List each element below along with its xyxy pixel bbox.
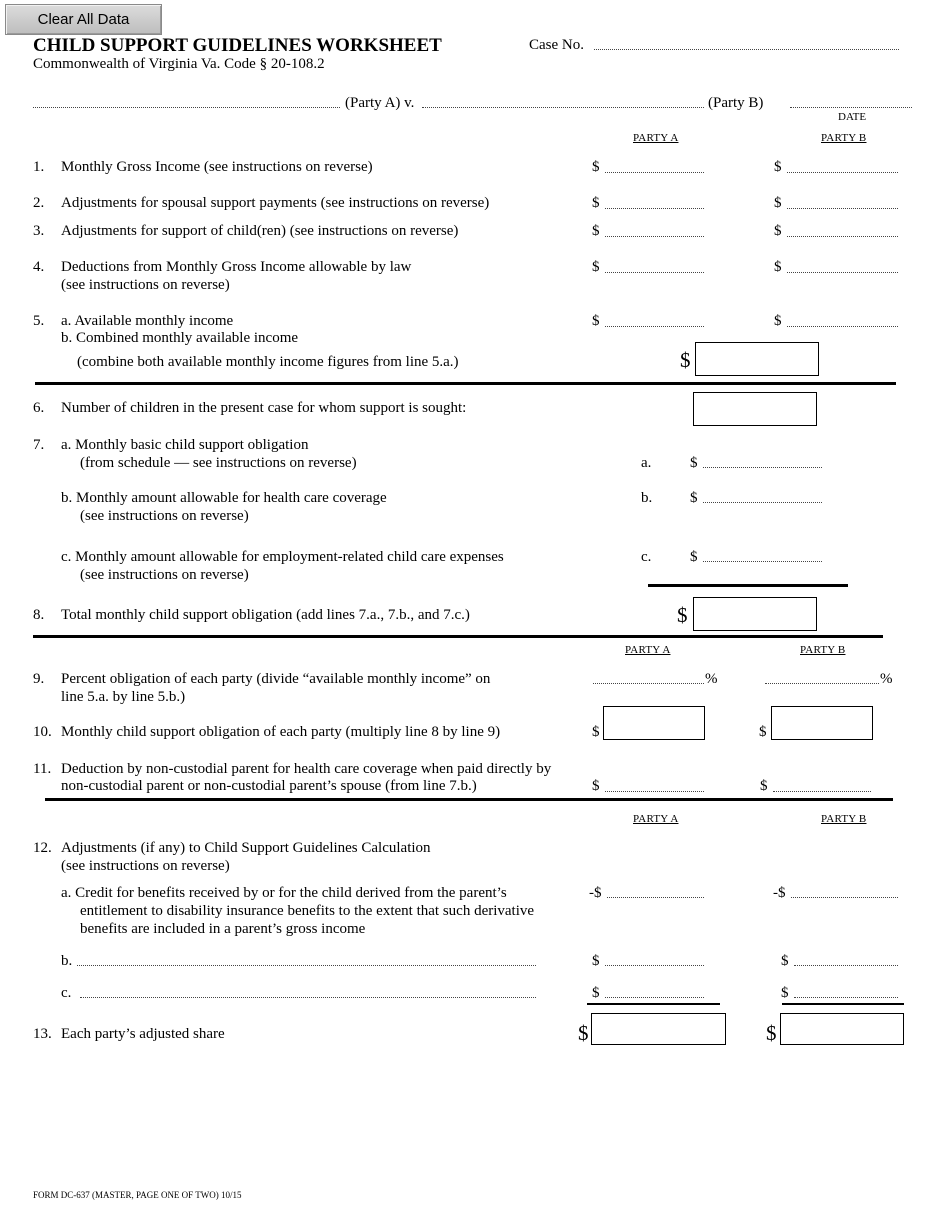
line-9-number: 9. xyxy=(33,671,45,687)
section-divider xyxy=(45,798,893,801)
dollar-sign: $ xyxy=(677,603,688,627)
dollar-sign: $ xyxy=(592,953,600,969)
dollar-sign: $ xyxy=(690,455,698,471)
dollar-sign: $ xyxy=(592,259,600,275)
case-no-field[interactable] xyxy=(594,49,899,50)
line-12c-description-field[interactable] xyxy=(80,997,536,998)
line-12a-label: a. Credit for benefits received by or for the child derived from the parent’s xyxy=(61,885,507,901)
line-4-party-b-field[interactable] xyxy=(787,272,898,273)
line-10-number: 10. xyxy=(33,724,52,740)
percent-sign: % xyxy=(880,671,893,687)
line-12a-label-cont2: benefits are included in a parent’s gross income xyxy=(80,921,366,937)
party-a-name-field[interactable] xyxy=(33,107,340,108)
dollar-sign: $ xyxy=(781,953,789,969)
line-7a-field[interactable] xyxy=(703,467,822,468)
date-field[interactable] xyxy=(790,107,912,108)
line-7-number: 7. xyxy=(33,437,45,453)
line-8-number: 8. xyxy=(33,607,45,623)
percent-sign: % xyxy=(705,671,718,687)
line-3-label: Adjustments for support of child(ren) (see instructions on reverse) xyxy=(61,223,459,239)
negative-dollar-sign: -$ xyxy=(589,885,602,901)
dollar-sign: $ xyxy=(759,724,767,740)
line-10-party-a-box[interactable] xyxy=(603,706,705,740)
line-11-number: 11. xyxy=(33,761,52,777)
line-8-label: Total monthly child support obligation (add lines 7.a., 7.b., and 7.c.) xyxy=(61,607,470,623)
line-13-label: Each party’s adjusted share xyxy=(61,1026,225,1042)
line-10-label: Monthly child support obligation of each party (multiply line 8 by line 9) xyxy=(61,724,501,740)
line-12c-party-a-field[interactable] xyxy=(605,997,704,998)
line-7c-field[interactable] xyxy=(703,561,822,562)
line-5-number: 5. xyxy=(33,313,45,329)
dollar-sign: $ xyxy=(774,195,782,211)
dollar-sign: $ xyxy=(781,985,789,1001)
line-5a-label: a. Available monthly income xyxy=(61,313,234,329)
line-11-label-cont: non-custodial parent or non-custodial parent’s spouse (from line 7.b.) xyxy=(61,778,477,794)
line-2-party-a-field[interactable] xyxy=(605,208,704,209)
line-5a-party-a-field[interactable] xyxy=(605,326,704,327)
line-12b-label: b. xyxy=(61,953,73,969)
dollar-sign: $ xyxy=(592,159,600,175)
column-header-party-b: PARTY B xyxy=(821,132,867,144)
line-1-label: Monthly Gross Income (see instructions on reverse) xyxy=(61,159,373,175)
line-2-label: Adjustments for spousal support payments (see instructions on reverse) xyxy=(61,195,490,211)
line-13-party-a-box[interactable] xyxy=(591,1013,726,1045)
line-10-party-b-box[interactable] xyxy=(771,706,873,740)
case-no-label: Case No. xyxy=(529,37,584,53)
column-header-party-b: PARTY B xyxy=(800,644,846,656)
line-12b-party-a-field[interactable] xyxy=(605,965,704,966)
line-9-label-cont: line 5.a. by line 5.b.) xyxy=(61,689,186,705)
line-13-party-b-box[interactable] xyxy=(780,1013,904,1045)
line-3-party-a-field[interactable] xyxy=(605,236,704,237)
dollar-sign: $ xyxy=(690,490,698,506)
line-4-label-note: (see instructions on reverse) xyxy=(61,277,230,293)
line-5b-combined-income-box[interactable] xyxy=(695,342,819,376)
column-header-party-a: PARTY A xyxy=(633,132,679,144)
line-6-number: 6. xyxy=(33,400,45,416)
line-7b-note: (see instructions on reverse) xyxy=(80,508,249,524)
line-4-party-a-field[interactable] xyxy=(605,272,704,273)
sum-rule xyxy=(587,1003,720,1005)
line-12b-party-b-field[interactable] xyxy=(794,965,898,966)
line-12c-label: c. xyxy=(61,985,72,1001)
line-7a-note: (from schedule — see instructions on reverse) xyxy=(80,455,357,471)
line-2-number: 2. xyxy=(33,195,45,211)
column-header-party-b: PARTY B xyxy=(821,813,867,825)
line-7b-tag: b. xyxy=(641,490,653,506)
line-7a-label: a. Monthly basic child support obligation xyxy=(61,437,309,453)
line-1-number: 1. xyxy=(33,159,45,175)
dollar-sign: $ xyxy=(760,778,768,794)
line-1-party-a-field[interactable] xyxy=(605,172,704,173)
sum-rule xyxy=(648,584,848,587)
line-12b-description-field[interactable] xyxy=(77,965,536,966)
line-4-label: Deductions from Monthly Gross Income allowable by law xyxy=(61,259,412,275)
dollar-sign: $ xyxy=(774,159,782,175)
party-b-label: (Party B) xyxy=(708,95,764,111)
line-7c-label: c. Monthly amount allowable for employment-related child care expenses xyxy=(61,549,504,565)
line-9-label: Percent obligation of each party (divide “available monthly income” on xyxy=(61,671,491,687)
line-11-label: Deduction by non-custodial parent for health care coverage when paid directly by xyxy=(61,761,552,777)
page-subtitle: Commonwealth of Virginia Va. Code § 20-108.2 xyxy=(33,56,325,72)
line-4-number: 4. xyxy=(33,259,45,275)
line-12-label-note: (see instructions on reverse) xyxy=(61,858,230,874)
dollar-sign: $ xyxy=(774,259,782,275)
column-header-party-a: PARTY A xyxy=(633,813,679,825)
line-1-party-b-field[interactable] xyxy=(787,172,898,173)
dollar-sign: $ xyxy=(690,549,698,565)
party-b-name-field[interactable] xyxy=(422,107,704,108)
line-6-number-of-children-box[interactable] xyxy=(693,392,817,426)
line-12c-party-b-field[interactable] xyxy=(794,997,898,998)
line-12a-label-cont: entitlement to disability insurance benefits to the extent that such derivative xyxy=(80,903,535,919)
sum-rule xyxy=(782,1003,904,1005)
line-7b-label: b. Monthly amount allowable for health care coverage xyxy=(61,490,387,506)
section-divider xyxy=(33,635,883,638)
dollar-sign: $ xyxy=(766,1021,777,1045)
dollar-sign: $ xyxy=(592,195,600,211)
form-footer-id: FORM DC-637 (MASTER, PAGE ONE OF TWO) 10/15 xyxy=(33,1190,242,1200)
party-a-label: (Party A) v. xyxy=(345,95,415,111)
dollar-sign: $ xyxy=(592,223,600,239)
line-11-party-b-field[interactable] xyxy=(773,791,871,792)
line-5a-party-b-field[interactable] xyxy=(787,326,898,327)
section-divider xyxy=(35,382,896,385)
line-7b-field[interactable] xyxy=(703,502,822,503)
line-13-number: 13. xyxy=(33,1026,52,1042)
line-9-party-b-field[interactable] xyxy=(765,683,879,684)
line-3-number: 3. xyxy=(33,223,45,239)
dollar-sign: $ xyxy=(774,313,782,329)
dollar-sign: $ xyxy=(774,223,782,239)
line-7c-tag: c. xyxy=(641,549,652,565)
line-11-party-a-field[interactable] xyxy=(605,791,704,792)
line-12-number: 12. xyxy=(33,840,52,856)
line-7a-tag: a. xyxy=(641,455,652,471)
dollar-sign: $ xyxy=(592,724,600,740)
line-3-party-b-field[interactable] xyxy=(787,236,898,237)
line-12a-party-a-field[interactable] xyxy=(607,897,704,898)
negative-dollar-sign: -$ xyxy=(773,885,786,901)
column-header-party-a: PARTY A xyxy=(625,644,671,656)
line-12-label: Adjustments (if any) to Child Support Guidelines Calculation xyxy=(61,840,431,856)
dollar-sign: $ xyxy=(592,313,600,329)
dollar-sign: $ xyxy=(592,985,600,1001)
page-title: CHILD SUPPORT GUIDELINES WORKSHEET xyxy=(33,35,442,56)
line-6-label: Number of children in the present case for whom support is sought: xyxy=(61,400,467,416)
line-2-party-b-field[interactable] xyxy=(787,208,898,209)
line-8-total-obligation-box[interactable] xyxy=(693,597,817,631)
dollar-sign: $ xyxy=(592,778,600,794)
dollar-sign: $ xyxy=(578,1021,589,1045)
line-12a-party-b-field[interactable] xyxy=(791,897,898,898)
date-label: DATE xyxy=(838,111,867,123)
line-5b-label: b. Combined monthly available income xyxy=(61,330,299,346)
clear-all-data-button[interactable]: Clear All Data xyxy=(5,4,162,35)
line-9-party-a-field[interactable] xyxy=(593,683,704,684)
dollar-sign: $ xyxy=(680,348,691,372)
line-7c-note: (see instructions on reverse) xyxy=(80,567,249,583)
line-5b-note: (combine both available monthly income figures from line 5.a.) xyxy=(77,354,459,370)
